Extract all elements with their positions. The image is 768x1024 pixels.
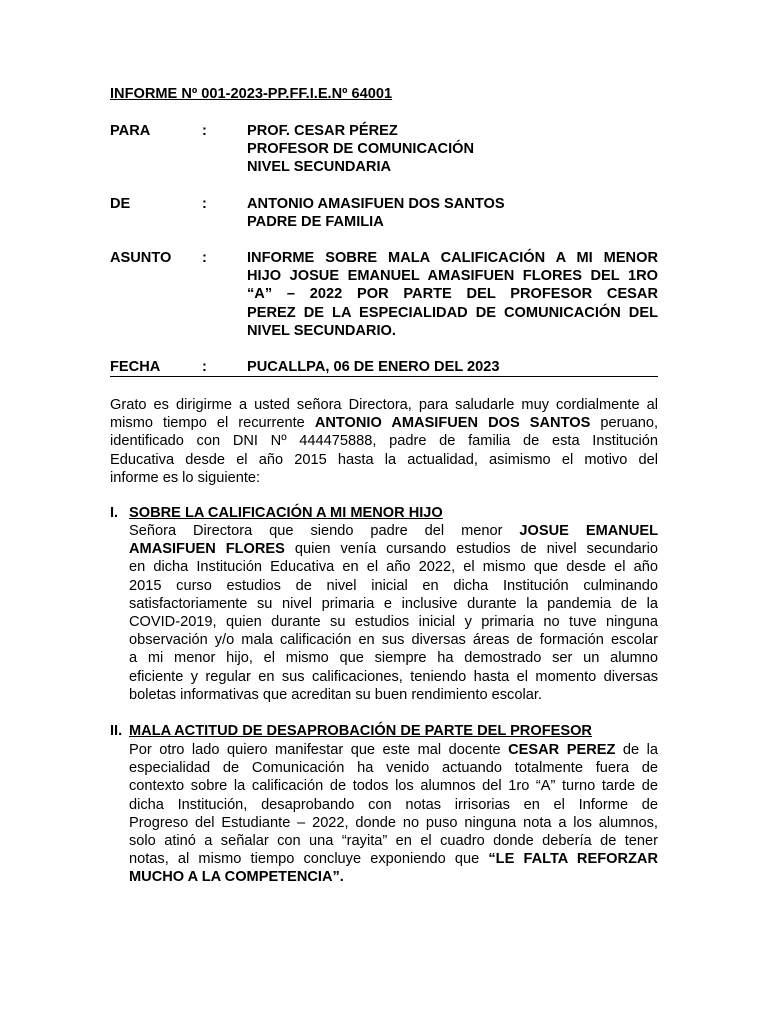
section-1-text: quien venía cursando estudios de nivel secundario xyxy=(284,541,658,558)
section-1-number: I. xyxy=(110,505,119,521)
fecha-value xyxy=(247,358,658,376)
de-line: PADRE DE FAMILIA xyxy=(247,214,384,231)
section-1-line: 2015 curso estudios de nivel inicial en dicha Institución culminando xyxy=(129,577,658,594)
intro-line xyxy=(110,414,658,432)
section-2-bold: MUCHO A LA COMPETENCIA”. xyxy=(129,869,344,886)
section-1-line: observación y/o mala calificación en sus diversas áreas de formación escolar xyxy=(129,632,658,649)
para-line: PROF. CESAR PÉREZ xyxy=(247,123,398,139)
section-2-bold: “LE FALTA REFORZAR xyxy=(488,851,659,868)
asunto-line: PEREZ DE LA ESPECIALIDAD DE COMUNICACIÓN DEL xyxy=(247,304,658,321)
section-1-line: en dicha Institución Educativa en el año 2022, el mismo que desde el año xyxy=(129,559,658,576)
section-2-line xyxy=(129,850,658,868)
intro-line: informe es lo siguiente: xyxy=(110,469,261,486)
de-value xyxy=(247,195,658,231)
asunto-line: HIJO JOSUE EMANUEL AMASIFUEN FLORES DEL 1RO xyxy=(247,268,658,285)
para-colon: : xyxy=(202,123,207,139)
para-value xyxy=(247,122,658,177)
section-2-line xyxy=(129,741,658,759)
asunto-line: INFORME SOBRE MALA CALIFICACIÓN A MI MENOR xyxy=(247,250,658,266)
section-2-number: II. xyxy=(110,723,123,739)
section-2-title: MALA ACTITUD DE DESAPROBACIÓN DE PARTE DEL PROFESOR xyxy=(129,723,592,739)
para-line: NIVEL SECUNDARIA xyxy=(247,159,392,176)
intro-line: identificado con DNI Nº 444475888, padre de familia de esta Institución xyxy=(110,433,658,450)
asunto-label: ASUNTO xyxy=(110,250,172,266)
de-label: DE xyxy=(110,196,131,212)
section-2-body xyxy=(129,741,658,887)
intro-paragraph xyxy=(110,396,658,487)
asunto-line: “A” – 2022 POR PARTE DEL PROFESOR CESAR xyxy=(247,286,658,303)
header-divider xyxy=(110,376,658,377)
section-2-text: notas, al mismo tiempo concluye exponiendo que xyxy=(129,851,489,868)
para-line: PROFESOR DE COMUNICACIÓN xyxy=(247,141,475,158)
section-2-line: contexto sobre la calificación de todos los alumnos del 1ro “A” turno tarde de xyxy=(129,778,658,795)
section-1-text: Señora Directora que siendo padre del menor xyxy=(129,523,520,539)
section-2-line: solo atinó a señalar con una “rayita” en el cuadro donde debería de tener xyxy=(129,833,658,850)
section-1-line xyxy=(129,522,658,540)
intro-name-bold: ANTONIO AMASIFUEN DOS SANTOS xyxy=(314,415,591,432)
section-1-bold: AMASIFUEN FLORES xyxy=(129,541,285,558)
section-2-line: especialidad de Comunicación ha venido actuando totalmente fuera de xyxy=(129,760,658,777)
section-1-line: a mi menor hijo, el mismo que siempre ha demostrado ser un alumno xyxy=(129,650,658,667)
section-2-line: Progreso del Estudiante – 2022, donde no puso ninguna nota a los alumnos, xyxy=(129,814,658,831)
intro-line: Educativa desde el año 2015 hasta la actualidad, asimismo el motivo del xyxy=(110,451,658,468)
report-title: INFORME Nº 001-2023-PP.FF.I.E.Nº 64001 xyxy=(110,86,393,102)
fecha-line: PUCALLPA, 06 DE ENERO DEL 2023 xyxy=(247,359,500,375)
section-1-line: eficiente y regular en sus calificaciones, teniendo hasta el momento diversas xyxy=(129,668,658,685)
de-colon: : xyxy=(202,196,207,212)
section-2-bold: CESAR PEREZ xyxy=(508,742,616,758)
intro-line: Grato es dirigirme a usted señora Directora, para saludarle muy cordialmente al xyxy=(110,397,658,413)
intro-text: mismo tiempo el recurrente xyxy=(110,415,315,432)
section-1-bold: JOSUE EMANUEL xyxy=(519,523,659,539)
fecha-colon: : xyxy=(202,359,207,375)
section-1-line: satisfactoriamente su nivel primaria e inclusive durante la pandemia de la xyxy=(129,595,658,612)
section-2-text: Por otro lado quiero manifestar que este mal docente xyxy=(129,742,509,758)
asunto-line: NIVEL SECUNDARIO. xyxy=(247,322,396,339)
section-1-line xyxy=(129,540,658,558)
section-1-line: boletas informativas que acreditan su buen rendimiento escolar. xyxy=(129,686,542,703)
section-2-text: de la xyxy=(615,742,659,758)
intro-text: peruano, xyxy=(590,415,658,432)
section-1-body xyxy=(129,522,658,704)
section-2-line xyxy=(129,868,658,886)
fecha-label: FECHA xyxy=(110,359,161,375)
para-label: PARA xyxy=(110,123,151,139)
asunto-value xyxy=(247,249,658,340)
section-2-line: dicha Institución, desaprobando con notas irrisorias en el Informe de xyxy=(129,796,658,813)
de-line: ANTONIO AMASIFUEN DOS SANTOS xyxy=(247,196,505,212)
asunto-colon: : xyxy=(202,250,207,266)
section-1-line: COVID-2019, quien durante su estudios inicial y primaria no tuve ninguna xyxy=(129,614,658,631)
section-1-title: SOBRE LA CALIFICACIÓN A MI MENOR HIJO xyxy=(129,505,443,521)
